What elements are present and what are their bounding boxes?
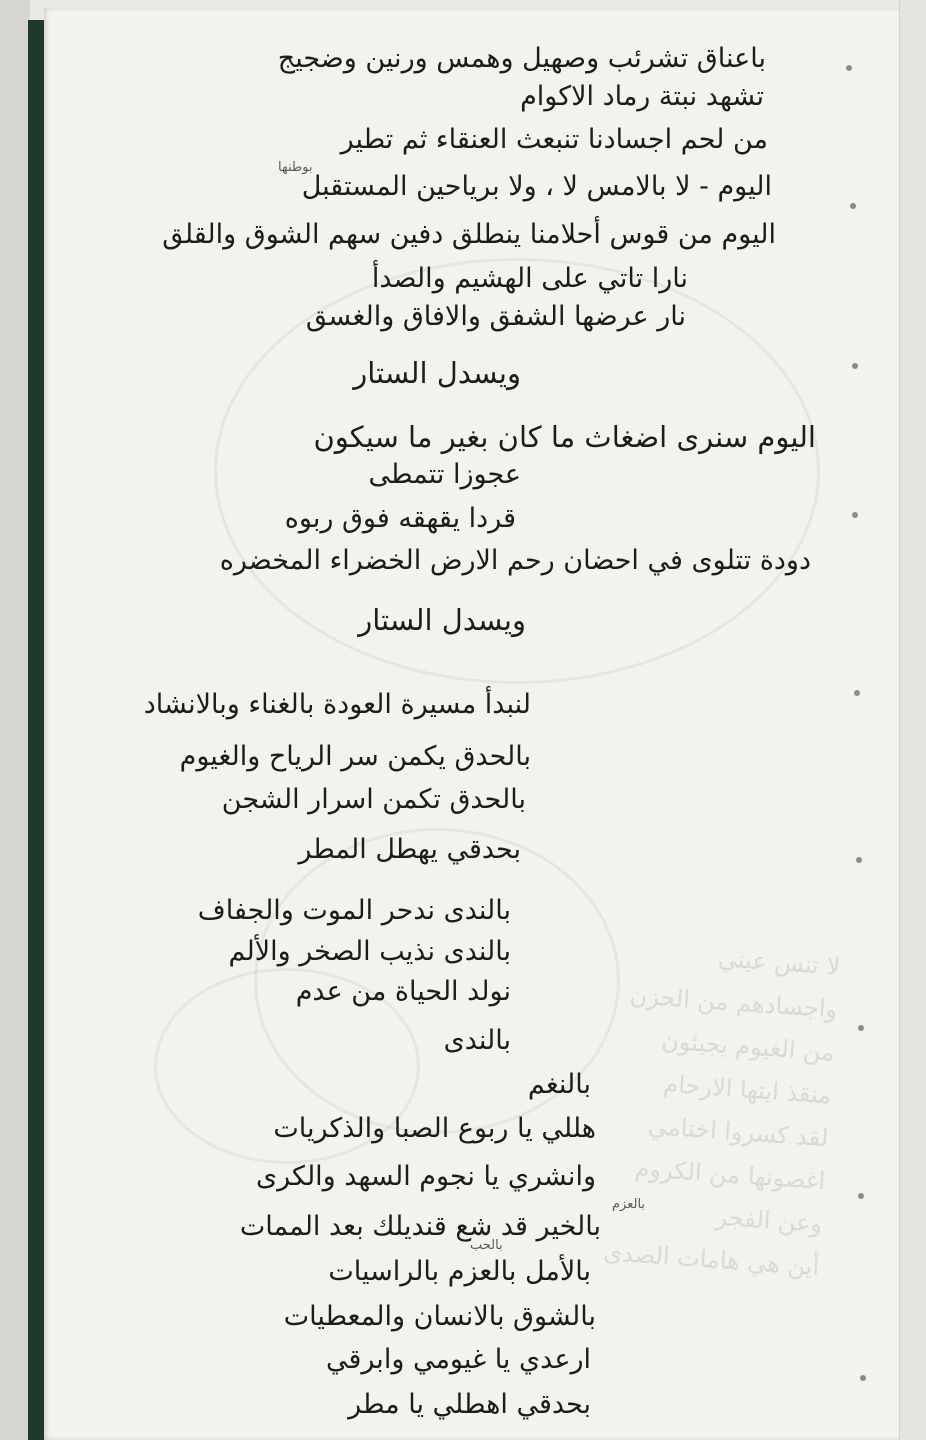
binding-hole: [850, 203, 856, 209]
poem-line: اليوم سنرى اضغاث ما كان بغير ما سيكون: [313, 420, 816, 454]
poem-line: لنبدأ مسيرة العودة بالغناء وبالانشاد: [143, 689, 531, 720]
poem-line: نولد الحياة من عدم: [295, 976, 511, 1007]
binding-hole: [846, 65, 852, 71]
binding-hole: [852, 363, 858, 369]
poem-line: قردا يقهقه فوق ربوه: [284, 503, 516, 534]
poem-line: بالنغم: [527, 1069, 591, 1100]
poem-line: من لحم اجسادنا تنبعث العنقاء ثم تطير: [340, 124, 768, 155]
poem-line: هللي يا ربوع الصبا والذكريات: [273, 1113, 596, 1144]
poem-line: بالندى: [443, 1025, 511, 1056]
poem-line: بالندى ندحر الموت والجفاف: [197, 895, 511, 926]
poem-line: تشهد نبتة رماد الاكوام: [520, 81, 764, 112]
poem-line: بالندى نذيب الصخر والألم: [228, 936, 511, 967]
poem-line: بحدقي اهطلي يا مطر: [348, 1389, 591, 1420]
poem-line: اليوم - لا بالامس لا ، ولا برياحين المستقبل: [301, 171, 772, 202]
poem-line: نارا تاتي على الهشيم والصدأ: [371, 263, 688, 294]
poem-line: نار عرضها الشفق والافاق والغسق: [305, 301, 686, 332]
poem-line: اليوم من قوس أحلامنا ينطلق دفين سهم الشوق والقلق: [162, 219, 776, 250]
binding-hole: [854, 690, 860, 696]
poem-line: باعناق تشرئب وصهيل وهمس ورنين وضجيج: [277, 43, 766, 74]
poem-line: بالخير قد شع قنديلك بعد الممات: [239, 1211, 601, 1242]
poem-line: دودة تتلوى في احضان رحم الارض الخضراء المخضره: [219, 545, 811, 576]
poem-line: بحدقي يهطل المطر: [298, 834, 521, 865]
poem-line: بالشوق بالانسان والمعطيات: [283, 1301, 596, 1332]
binding-hole: [856, 857, 862, 863]
pencil-annotation: بوطنها: [278, 160, 313, 175]
binding-hole: [858, 1193, 864, 1199]
poem-line: ويسدل الستار: [358, 603, 526, 637]
bleed-through-text: لا تنس عيني واجسادهم من الحزن من الغيوم يجيئون منقذ ايتها الارحام لقد كسروا اختامي اغصونها من الكروم وعن الفجر أين هي هامات الصدى: [602, 944, 842, 1282]
poem-line: بالحدق يكمن سر الرياح والغيوم: [179, 741, 531, 772]
pencil-annotation: بالحب: [470, 1238, 503, 1253]
poem-line: ارعدي يا غيومي وابرقي: [326, 1344, 591, 1375]
binding-hole: [852, 512, 858, 518]
poem-line: عجوزا تتمطى: [368, 459, 521, 490]
binding-hole: [860, 1375, 866, 1381]
poem-line: ويسدل الستار: [353, 356, 521, 390]
pencil-annotation: بالعزم: [612, 1197, 646, 1212]
cover-board-edge: [0, 0, 30, 1440]
binding-hole: [858, 1025, 864, 1031]
next-page-edge: [899, 0, 926, 1440]
poem-line: وانشري يا نجوم السهد والكرى: [256, 1161, 596, 1192]
poem-line: بالأمل بالعزم بالراسيات: [328, 1256, 591, 1287]
poem-line: بالحدق تكمن اسرار الشجن: [221, 784, 526, 815]
